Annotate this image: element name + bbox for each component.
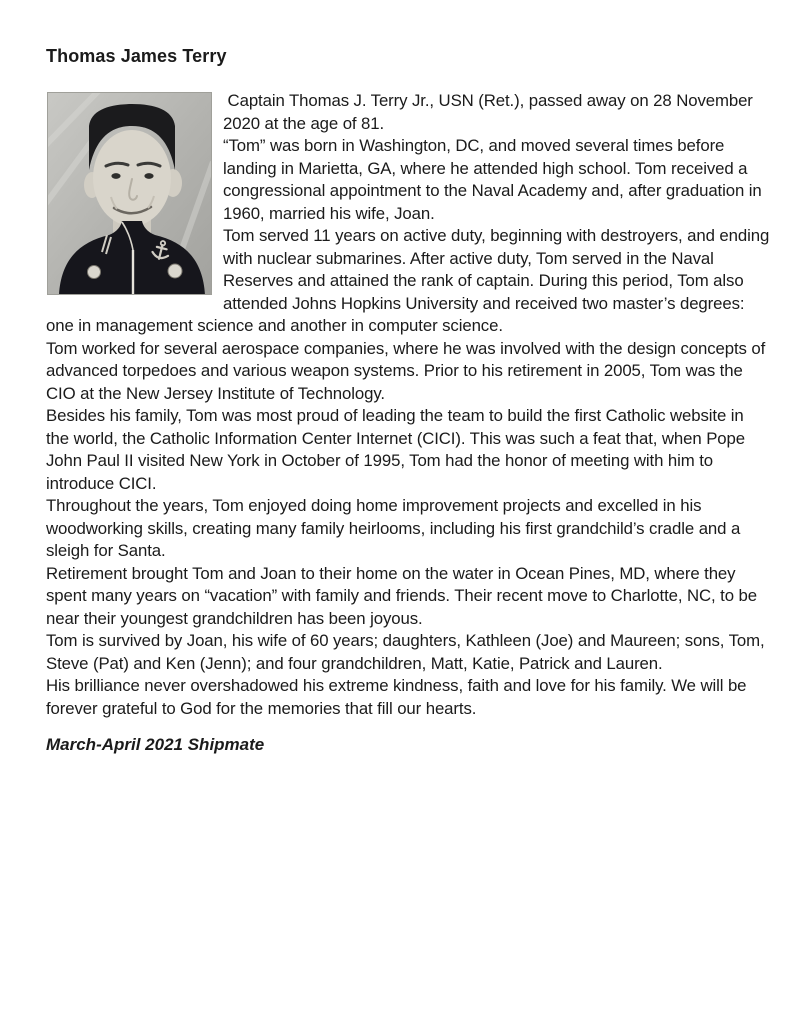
obituary-paragraph: “Tom” was born in Washington, DC, and moved several times before landing in Marietta, GA, where he attended high school. Tom received a congressional appointment to the Naval Academy and, after graduation in 1960, married his wife, Joan.: [223, 136, 762, 223]
obituary-paragraph: Throughout the years, Tom enjoyed doing home improvement projects and excelled in his woodworking skills, creating many family heirlooms, including his first grandchild’s cradle and a sleigh for Santa.: [46, 496, 741, 560]
obituary-paragraph: Tom is survived by Joan, his wife of 60 years; daughters, Kathleen (Joe) and Maureen; sons, Tom, Steve (Pat) and Ken (Jenn); and four grandchildren, Matt, Katie, Patrick and Lauren.: [46, 631, 765, 673]
obituary-paragraph: His brilliance never overshadowed his extreme kindness, faith and love for his family. We will be forever grateful to God for the memories that fill our hearts.: [46, 676, 747, 718]
obituary-paragraph: Besides his family, Tom was most proud of leading the team to build the first Catholic website in the world, the Catholic Information Center Internet (CICI). This was such a feat that, when Pope John Paul II visited New York in October of 1995, Tom had the honor of meeting with him to introduce CICI.: [46, 406, 745, 493]
obituary-paragraph: Retirement brought Tom and Joan to their home on the water in Ocean Pines, MD, where they spent many years on “vacation” with family and friends. Their recent move to Charlotte, NC, to be near their youngest grandchildren has been joyous.: [46, 563, 757, 628]
source-citation: March-April 2021 Shipmate: [46, 735, 265, 754]
obituary-paragraph: Tom worked for several aerospace companies, where he was involved with the design concepts of advanced torpedoes and various weapon systems. Prior to his retirement in 2005, Tom was the CIO at the New Jersey Institute of Technology.: [46, 338, 766, 403]
obituary-paragraph: Captain Thomas J. Terry Jr., USN (Ret.), passed away on 28 November 2020 at the age of 81.: [223, 91, 753, 133]
midshipman-portrait-image: [47, 92, 212, 295]
obituary-paragraph: Tom served 11 years on active duty, beginning with destroyers, and ending with nuclear submarines. After active duty, Tom served in the Naval Reserves and attained the rank of captain. During this period, Tom also attended Johns Hopkins University and received two master’s degrees: one in management science and another in computer science.: [46, 226, 770, 335]
page-title: Thomas James Terry: [46, 46, 227, 66]
obituary-article: [46, 90, 770, 720]
portrait-photo: [47, 92, 212, 295]
